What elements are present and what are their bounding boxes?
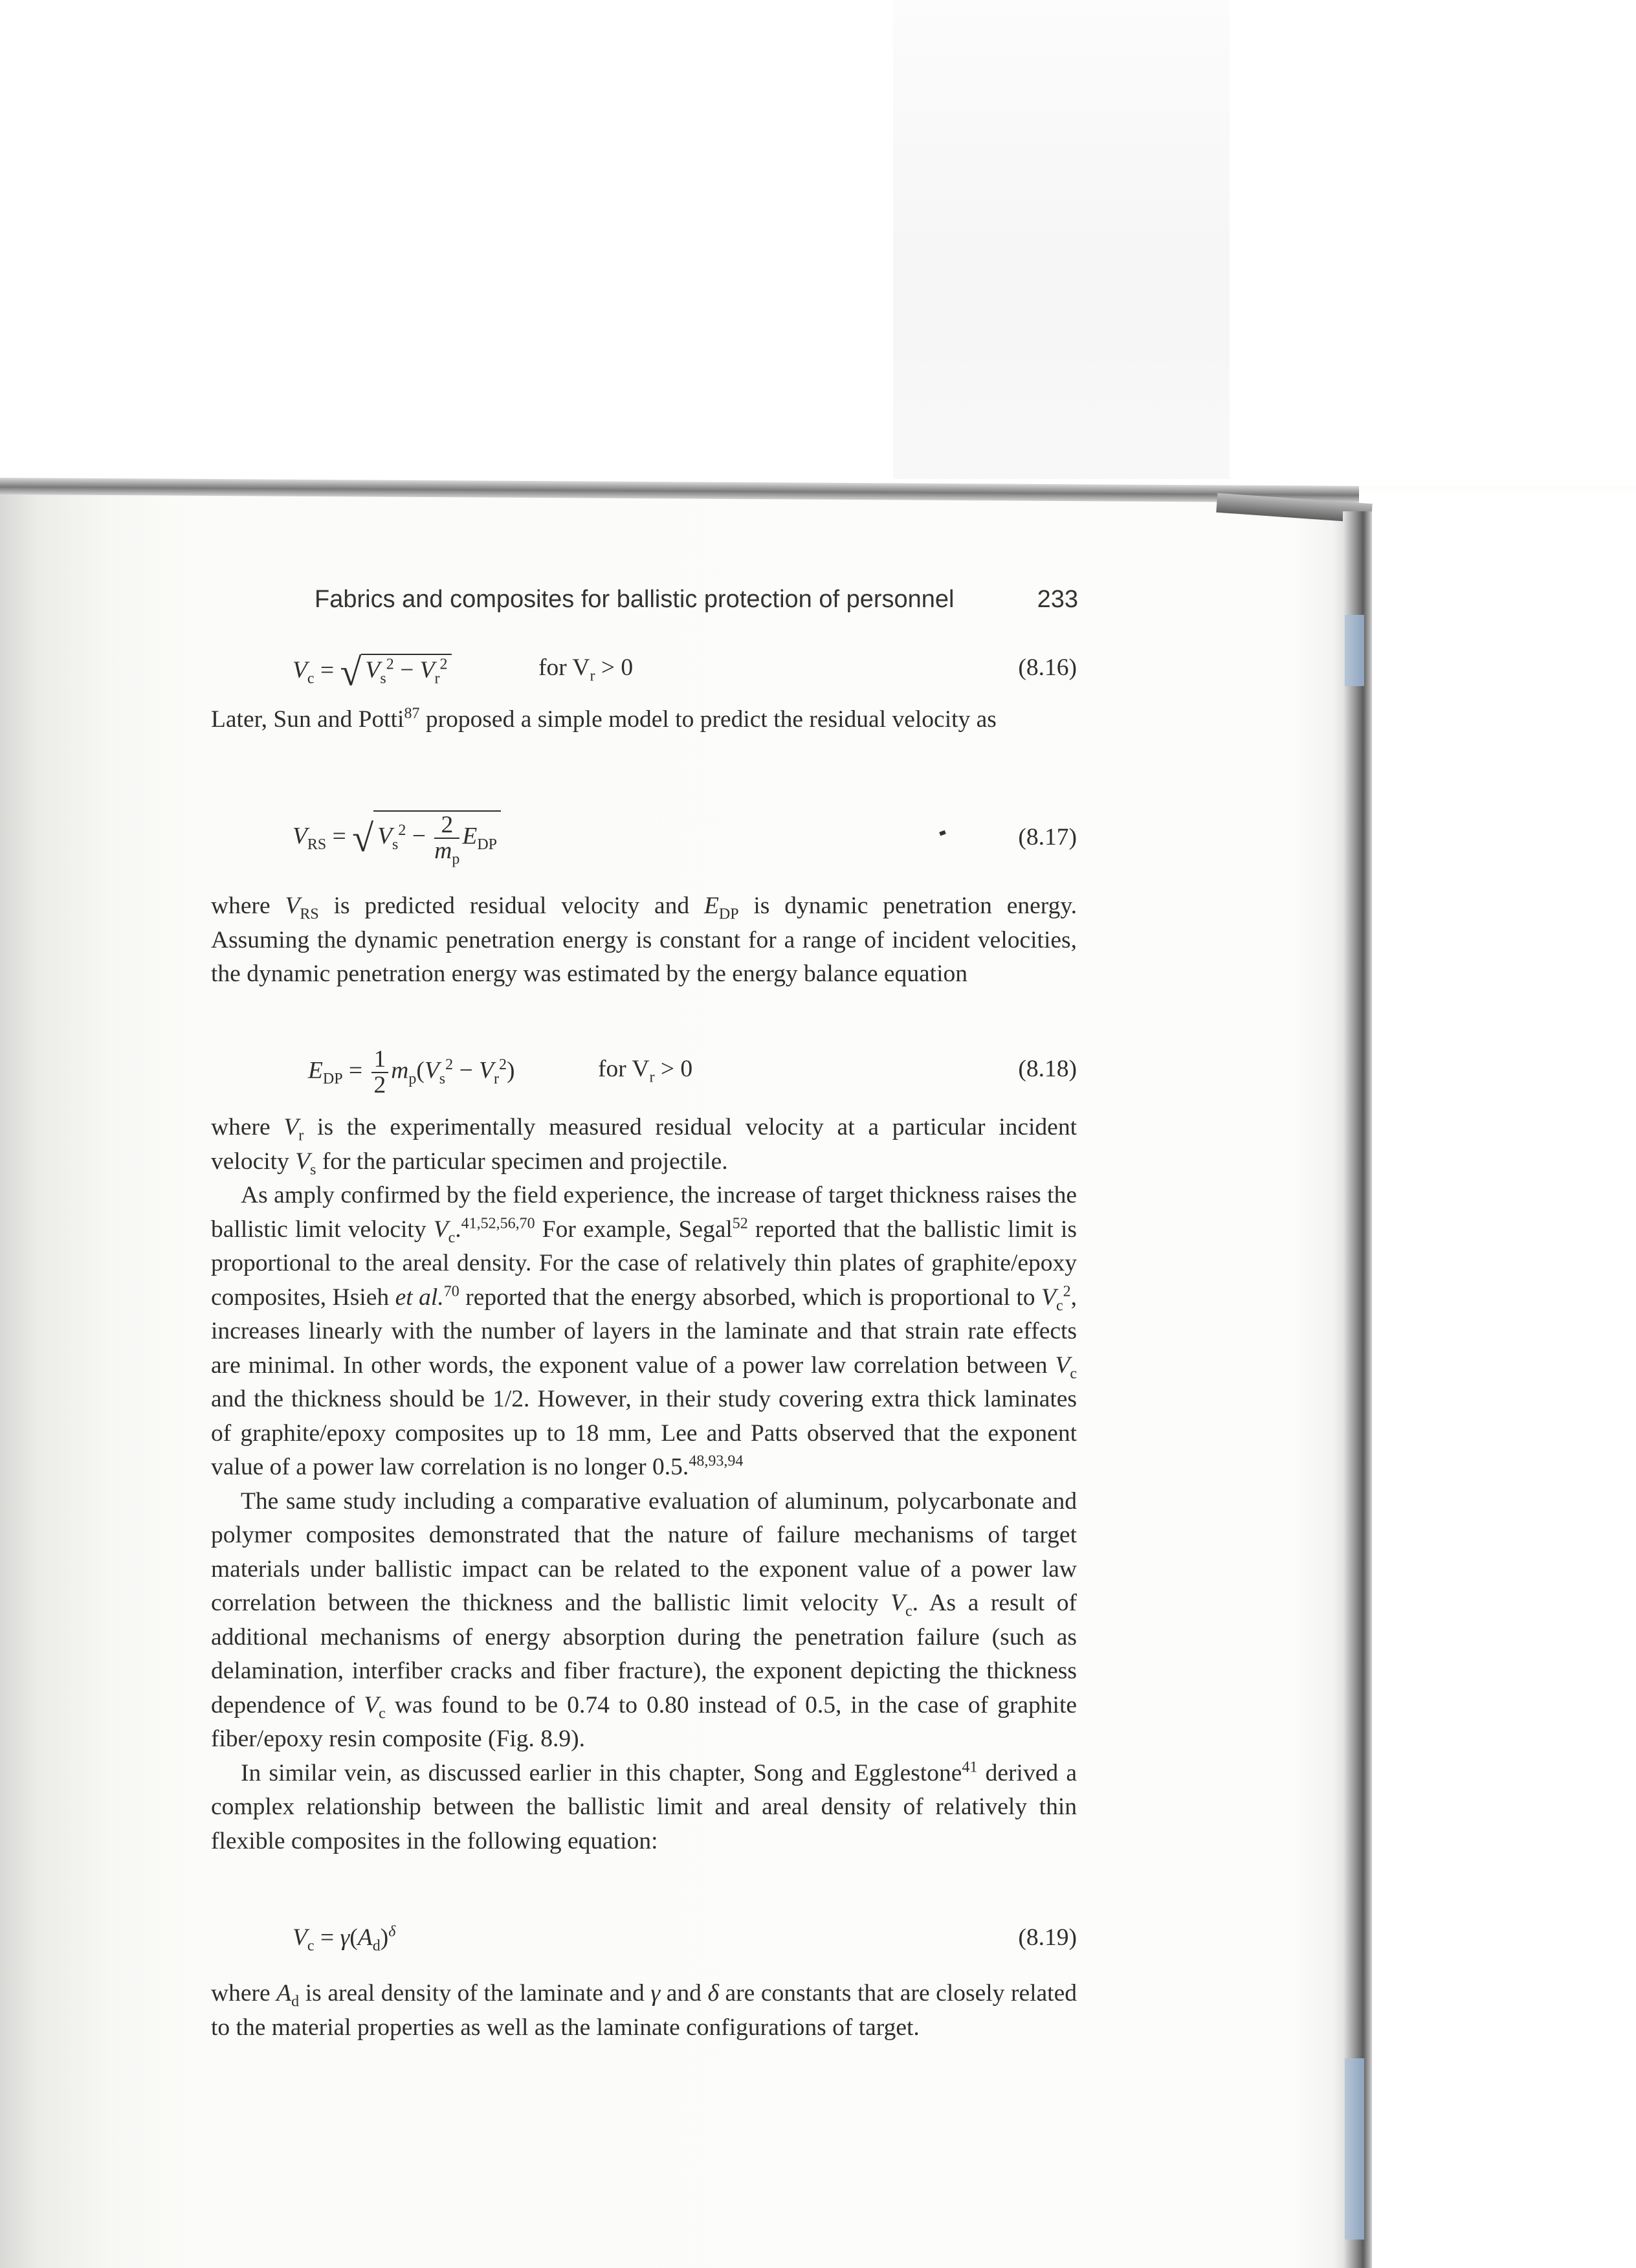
equation-8-19: $V_c = \gamma(A_d)^\delta$ (8.19) xyxy=(293,1923,1077,1955)
spine-tint-top xyxy=(1345,615,1364,686)
paragraph-7: where $A_d$ is areal density of the laminate and γ and δ are constants that are closely related to the material properties as well as the laminate configurations of target. xyxy=(211,1980,1077,2041)
equation-number: (8.16) xyxy=(1018,654,1077,681)
paragraph-2: where $V_{RS}$ is predicted residual velocity and $E_{DP}$ is dynamic penetration energy. Assuming the dynamic penetration energy is constant for a range of incident velocities, the dynamic penetration energy was estimated by the energy balance equation xyxy=(211,893,1078,987)
book-spine xyxy=(1343,511,1372,2268)
equation-number: (8.17) xyxy=(1018,824,1077,850)
page-number: 233 xyxy=(1037,586,1078,613)
paragraph-1: Later, Sun and Potti$^{87}$ proposed a simple model to predict the residual velocity as xyxy=(211,705,997,733)
spine-tint-bottom xyxy=(1345,2058,1364,2240)
running-header xyxy=(315,586,1078,614)
scanner-background xyxy=(0,0,1636,485)
equation-8-18: $E_{DP}$ = $\frac{1}{2}$ $m_p(V_s^2 - V_r^2)$ for $V_r > 0$ (8.18) xyxy=(308,1046,1077,1098)
running-title: Fabrics and composites for ballistic protection of personnel xyxy=(315,586,955,613)
scanner-margin xyxy=(1372,511,1636,2268)
equation-number: (8.18) xyxy=(1018,1056,1077,1082)
equation-8-17: $V_{RS}$ = √ $V_s^2$ − $\frac{2}{m_p}$ $E_{DP}$ (8.17) xyxy=(293,812,1077,868)
paragraph-3: where $V_r$ is the experimentally measured residual velocity at a particular incident velocity $V_s$ for the particular specimen and projectile. As amply confirmed by the field experience, the increase of target thickness raises the ballistic limit velocity $V_c.^{41,52,56,70}$ For example, Segal$^{52}$ reported that the ballistic limit is proportional to the areal density. For the case of relatively thin plates of graphite/epoxy composites, Hsieh et al.$^{70}$ reported that the energy absorbed, which is proportional to $V_c^2$, increases linearly with the number of layers in the laminate and that strain rate effects are minimal. In other words, the exponent value of a power law correlation between $V_c$ and the thickness should be 1/2. However, in their study covering extra thick laminates of graphite/epoxy composites up to 18 mm, Lee and Patts observed that the exponent value of a power law correlation is no longer 0.5.$^{48,93,94}$ The same study including a comparative evaluation of aluminum, polycarbonate and polymer composites demonstrated that the nature of failure mechanisms of target materials under ballistic impact can be related to the exponent value of a power law correlation between the thickness and the ballistic limit velocity $V_c$. As a result of additional mechanisms of energy absorption during the penetration failure (such as delamination, interfiber cracks and fiber fracture), the exponent depicting the thickness dependence of $V_c$ was found to be 0.74 to 0.80 instead of 0.5, in the case of graphite fiber/epoxy resin composite (Fig. 8.9). In similar vein, as discussed earlier in this chapter, Song and Egglestone$^{41}$ derived a complex relationship between the ballistic limit and areal density of relatively thin flexible composites in the following equation: xyxy=(211,1114,1078,1854)
scanner-shadow xyxy=(893,0,1230,479)
equation-number: (8.19) xyxy=(1018,1924,1077,1951)
equation-8-16: $V_c$ = √ $V_s^2 - V_r^2$ for $V_r > 0$ (8.16) xyxy=(293,650,1077,694)
